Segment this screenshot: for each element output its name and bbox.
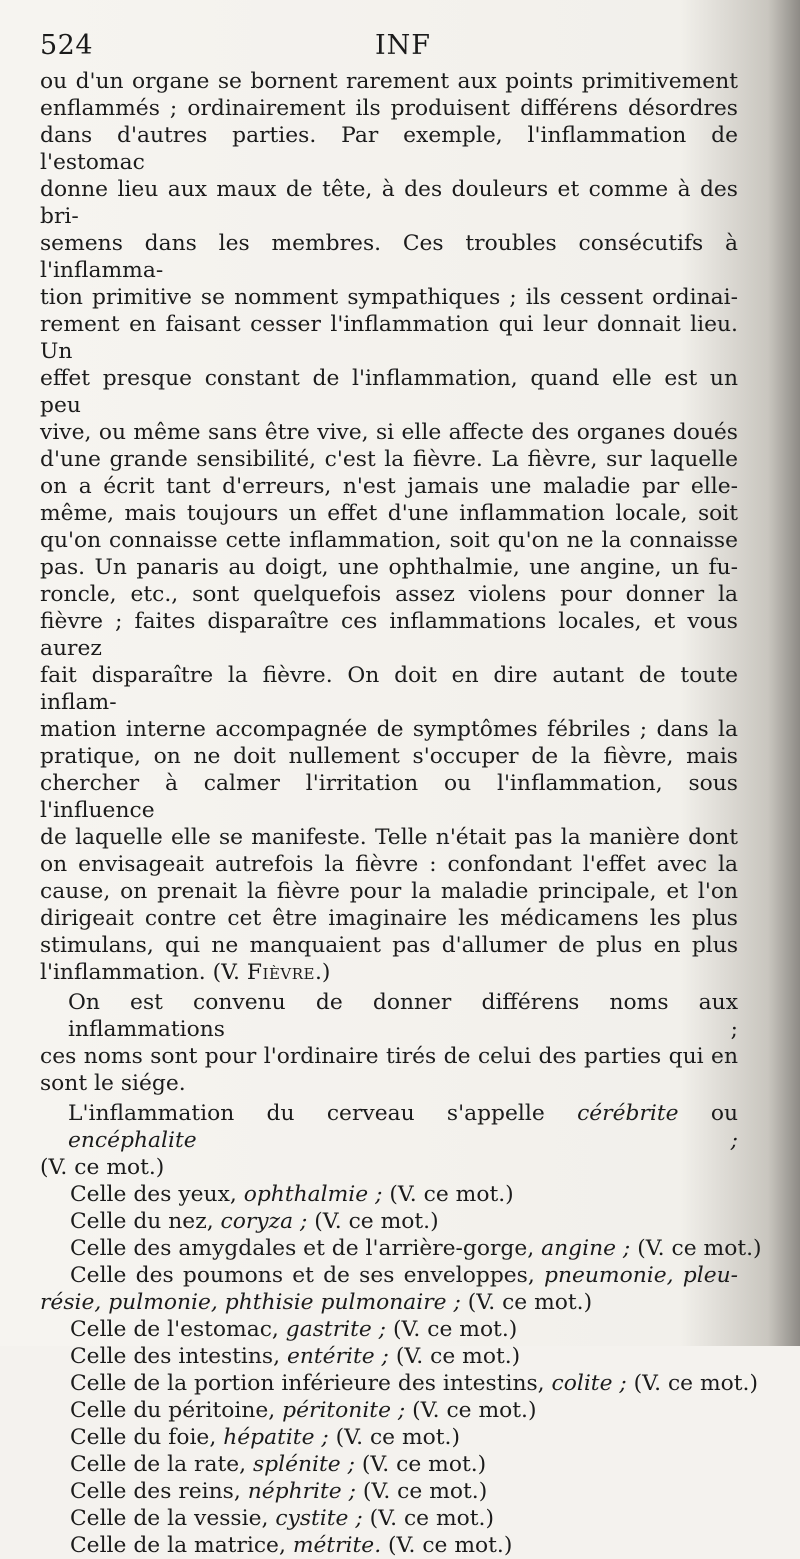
- text-line: pas. Un panaris au doigt, une ophthalmie, une angine, un fu-: [40, 555, 738, 580]
- list-item: [40, 1478, 738, 1505]
- entry-term: splénite ;: [252, 1452, 355, 1477]
- entry-term: cystite ;: [275, 1506, 363, 1531]
- entry-term: cérébrite: [577, 1101, 679, 1126]
- text-line: même, mais toujours un effet d'une inflammation locale, soit: [40, 501, 738, 526]
- text-line: enflammés ; ordinairement ils produisent différens désordres: [40, 96, 738, 121]
- entry-text: Celle de la rate,: [70, 1452, 253, 1477]
- entry-term: ophthalmie ;: [243, 1182, 383, 1207]
- list-item: [40, 1289, 738, 1316]
- entry-ref: (V. ce mot.): [381, 1533, 513, 1558]
- entry-term: résie, pulmonie, phthisie pulmonaire ;: [40, 1290, 461, 1315]
- page-body: [40, 68, 762, 1559]
- entry-term: encéphalite ;: [68, 1128, 738, 1153]
- text-line: stimulans, qui ne manquaient pas d'allumer de plus en plus: [40, 933, 738, 958]
- entry-term: hépatite ;: [223, 1425, 329, 1450]
- text-line: vive, ou même sans être vive, si elle affecte des organes doués: [40, 420, 738, 445]
- entry-ref: (V. ce mot.): [388, 1344, 521, 1369]
- text-line: d'une grande sensibilité, c'est la fièvre. La fièvre, sur laquelle: [40, 447, 738, 472]
- text-line: sont le siége.: [40, 1071, 186, 1096]
- entry-term: angine ;: [541, 1236, 631, 1261]
- list-item: [40, 1532, 738, 1559]
- text-line: ou d'un organe se bornent rarement aux points primitivement: [40, 69, 738, 94]
- list-item: [40, 1316, 738, 1343]
- paragraph-fievre: [40, 68, 738, 986]
- entry-text: Celle des yeux,: [70, 1182, 244, 1207]
- entry-text: Celle de la matrice,: [70, 1533, 293, 1558]
- running-head: INF: [375, 30, 432, 61]
- entry-ref: (V. ce mot.): [355, 1479, 488, 1504]
- entry-text: (V. ce mot.): [40, 1155, 165, 1180]
- entry-ref: (V. ce mot.): [354, 1452, 487, 1477]
- entry-text: Celle des amygdales et de l'arrière-gorge,: [70, 1236, 542, 1261]
- entry-ref: (V. ce mot.): [386, 1317, 518, 1342]
- paragraph-noms: [40, 989, 738, 1097]
- list-item: [40, 1262, 738, 1289]
- entry-ref: (V. ce mot.): [382, 1182, 514, 1207]
- text-line: ces noms sont pour l'ordinaire tirés de celui des parties qui en: [40, 1044, 738, 1069]
- text-line: on envisageait autrefois la fièvre : confondant l'effet avec la: [40, 852, 738, 877]
- entry-text: Celle de la vessie,: [70, 1506, 276, 1531]
- text-line: mation interne accompagnée de symptômes fébriles ; dans la: [40, 717, 738, 742]
- entry-term: gastrite ;: [285, 1317, 387, 1342]
- text-line: fièvre ; faites disparaître ces inflammations locales, et vous aurez: [40, 609, 738, 661]
- entry-text: Celle des poumons et de ses enveloppes,: [70, 1263, 544, 1288]
- entry-text: Celle de la portion inférieure des intestins,: [70, 1371, 552, 1396]
- text-line: de laquelle elle se manifeste. Telle n'était pas la manière dont: [40, 825, 738, 850]
- entry-ref: (V. ce mot.): [460, 1290, 593, 1315]
- list-item: [40, 1208, 738, 1235]
- text-line: semens dans les membres. Ces troubles consécutifs à l'inflamma-: [40, 231, 738, 283]
- text-fragment: l'inflammation. (V.: [40, 960, 247, 985]
- text-line: donne lieu aux maux de tête, à des douleurs et comme à des bri-: [40, 177, 738, 229]
- entry-text: Celle des intestins,: [70, 1344, 287, 1369]
- entry-term: colite ;: [551, 1371, 627, 1396]
- entry-term: péritonite ;: [282, 1398, 406, 1423]
- entry-text: Celle du foie,: [70, 1425, 224, 1450]
- list-item: [40, 1181, 738, 1208]
- text-line: chercher à calmer l'irritation ou l'inflammation, sous l'influence: [40, 771, 738, 823]
- text-line: On est convenu de donner différens noms aux inflammations ;: [68, 990, 738, 1042]
- entry-ref: (V. ce mot.): [328, 1425, 460, 1450]
- text-line: pratique, on ne doit nullement s'occuper de la fièvre, mais: [40, 744, 738, 769]
- list-item: [40, 1505, 738, 1532]
- entry-term: coryza ;: [220, 1209, 308, 1234]
- list-item: [40, 1370, 758, 1397]
- entry-text: Celle du nez,: [70, 1209, 221, 1234]
- list-item: [40, 1397, 738, 1424]
- text-line: qu'on connaisse cette inflammation, soit qu'on ne la connaisse: [40, 528, 738, 553]
- entry-term: entérite ;: [286, 1344, 389, 1369]
- entry-ref: (V. ce mot.): [362, 1506, 494, 1531]
- entry-text: L'inflammation du cerveau s'appelle: [68, 1101, 578, 1126]
- entry-term: pneumonie, pleu-: [544, 1263, 738, 1288]
- list-item: [40, 1343, 738, 1370]
- text-line: roncle, etc., sont quelquefois assez violens pour donner la: [40, 582, 738, 607]
- page-header: [40, 30, 740, 66]
- text-line: cause, on prenait la fièvre pour la maladie principale, et l'on: [40, 879, 738, 904]
- entry-term: métrite.: [292, 1533, 382, 1558]
- entry-ref: (V. ce mot.): [626, 1371, 758, 1396]
- text-line: on a écrit tant d'erreurs, n'est jamais une maladie par elle-: [40, 474, 738, 499]
- list-item: [40, 1100, 738, 1154]
- entry-text: Celle de l'estomac,: [70, 1317, 286, 1342]
- inflammation-list: [40, 1100, 762, 1559]
- entry-ref: (V. ce mot.): [307, 1209, 439, 1234]
- text-line: dans d'autres parties. Par exemple, l'inflammation de l'estomac: [40, 123, 738, 175]
- text-fragment: .): [314, 960, 331, 985]
- text-line-last: [40, 959, 738, 986]
- text-line: tion primitive se nomment sympathiques ; ils cessent ordinai-: [40, 285, 738, 310]
- list-item: [40, 1154, 738, 1181]
- text-line: effet presque constant de l'inflammation, quand elle est un peu: [40, 366, 738, 418]
- text-line: fait disparaître la fièvre. On doit en dire autant de toute inflam-: [40, 663, 738, 715]
- list-item: [40, 1424, 738, 1451]
- entry-text: Celle des reins,: [70, 1479, 248, 1504]
- entry-ref: (V. ce mot.): [630, 1236, 762, 1261]
- entry-text: Celle du péritoine,: [70, 1398, 283, 1423]
- entry-text: ou: [678, 1101, 738, 1126]
- entry-term: néphrite ;: [247, 1479, 356, 1504]
- entry-ref: (V. ce mot.): [405, 1398, 537, 1423]
- cross-reference: Fièvre: [246, 960, 315, 985]
- list-item: [40, 1235, 762, 1262]
- page-number: 524: [40, 30, 94, 61]
- list-item: [40, 1451, 738, 1478]
- text-line: dirigeait contre cet être imaginaire les médicamens les plus: [40, 906, 738, 931]
- text-line: rement en faisant cesser l'inflammation qui leur donnait lieu. Un: [40, 312, 738, 364]
